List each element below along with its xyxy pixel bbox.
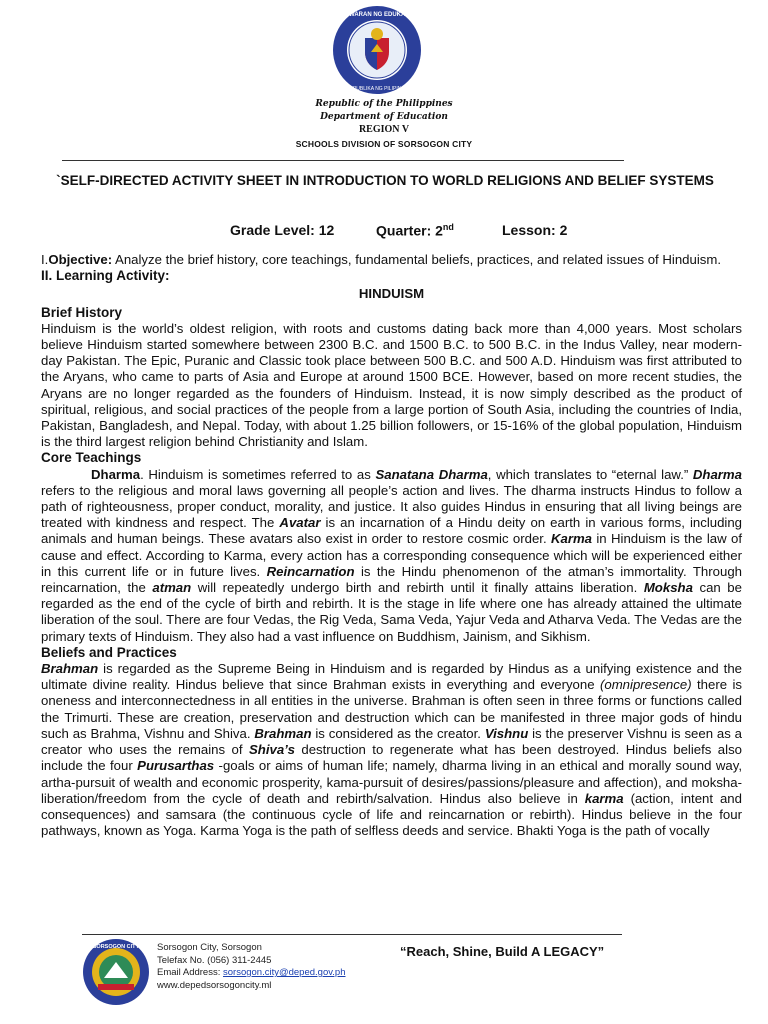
deped-seal-logo [331,4,423,96]
brief-history-text: Hinduism is the world’s oldest religion, with roots and customs dating back more than 4,000 years. Most scholars believe Hinduism started somewhere between 2300 B.C. and 1500 B.C. to 500 B.C. in the Indus Valley, near modern-day Pakistan. The Epic, Puranic and Classic took place between 500 B.C. and 500 A.D. Hinduism was first attributed to the Aryans, who came to parts of Asia and Europe at around 1500 BCE. However, based on more recent studies, the Aryans are no longer regarded as the founders of Hinduism. Instead, it is now simply described as the product of spiritual, religious, and social practices of the people from a large portion of South Asia, including the countries of India, Pakistan, Bangladesh, and Nepal. Today, with about 1.25 billion followers, or 15-16% of the global population, Hinduism is the third largest religion behind Christianity and Islam. [41,320,742,450]
footer-email-line: Email Address: sorsogon.city@deped.gov.ph [157,967,346,978]
learning-activity-heading: II. Learning Activity: [41,268,170,284]
beliefs-text: Brahman is regarded as the Supreme Being in Hinduism and is regarded by Hindus as a unifying existence and the ultimate divine reality. Hindus believe that since Brahman exists in everything and everyone (omnipresence) there is oneness and interconnectedness in all entities in the universe. Brahman is often seen in three forms or functions called the Trimurti. These are creation, preservation and destruction which can be manifested in three major gods of hindu such as Brahma, Vishnu and Shiva. Brahman is considered as the creator. Vishnu is the preserver Vishnu is seen as a creator who uses the remains of Shiva’s destruction to regenerate what has been destroyed. Hindus beliefs also include the four Purusarthas -goals or aims of human life; namely, dharma living in an ethical and morally sound way, artha-pursuit of wealth and economic prosperity, kama-pursuit of desires/passions/pleasure and affection), and moksha-liberation/freedom from the cycle of death and rebirth/salvation. Hindus also believe in karma (action, intent and consequences) and samsara (the continuous cycle of life and reincarnation or rebirth). Hindus believe in the four pathways, known as Yoga. Karma Yoga is the path of selfless deeds and service. Bhakti Yoga is the path of vocally [41,661,743,839]
sorsogon-city-division-logo [82,938,150,1006]
department-line: Department of Education [320,112,448,122]
beliefs-heading: Beliefs and Practices [41,644,177,660]
lesson-number: Lesson: 2 [502,222,568,238]
brief-history-heading: Brief History [41,304,123,320]
core-teachings-text: Dharma. Hinduism is sometimes referred to as Sanatana Dharma, which translates to “eternal law.” Dharma refers to the religious and moral laws governing all people’s action and lives. The dharma instructs Hindus to follow a path of righteousness, proper conduct, morality, and justice. It also guides Hindus in ensuring that all living beings are treated with kindness and respect. The Avatar is an incarnation of a Hindu deity on earth in various forms, including animals and human beings. These avatars also exist in order to restore cosmic order. Karma in Hinduism is the law of cause and effect. According to Karma, every action has a corresponding consequence which will be experienced either in this current life or in future lives. Reincarnation is the Hindu phenomenon of the atman’s immortality. Through reincarnation, the atman will repeatedly undergo birth and rebirth until it finally attains liberation. Moksha can be regarded as the end of the cycle of birth and rebirth. It is the stage in life where one has already attained the ultimate liberation of the soul. There are four Vedas, the Rig Veda, Sama Veda, Yajur Veda and Atharva Veda. The Vedas are the primary texts of Hinduism. They also had a vast influence on Buddhism, Jainism, and Sikhism. [41,466,743,644]
header-rule [62,160,624,161]
svg-text:REPUBLIKA NG PILIPINAS: REPUBLIKA NG PILIPINAS [346,86,408,92]
footer-email-link[interactable]: sorsogon.city@deped.gov.ph [223,967,346,978]
quarter: Quarter: 2nd [376,222,454,239]
republic-line: Republic of the Philippines [315,99,453,109]
topic-heading: HINDUISM [358,286,425,302]
footer-address [157,942,346,992]
svg-text:SORSOGON CITY: SORSOGON CITY [92,944,140,950]
footer-rule [82,934,622,935]
core-teachings-heading: Core Teachings [41,450,142,466]
region-line: REGION V [358,124,410,135]
document-title: `SELF-DIRECTED ACTIVITY SHEET IN INTRODUCTION TO WORLD RELIGIONS AND BELIEF SYSTEMS [56,173,714,188]
document-body [41,252,742,839]
footer-city: Sorsogon City, Sorsogon [157,942,262,953]
footer-website[interactable]: www.depedsorsogoncity.ml [157,979,272,991]
division-line: SCHOOLS DIVISION OF SORSOGON CITY [295,139,473,149]
grade-level: Grade Level: 12 [230,222,335,238]
footer-slogan: “Reach, Shine, Build A LEGACY” [400,944,605,959]
footer-telefax: Telefax No. (056) 311-2445 [157,954,272,966]
objective: I.Objective: Analyze the brief history, core teachings, fundamental beliefs, practices, and related issues of Hinduism. [41,252,721,267]
svg-text:KAGAWARAN NG EDUKASYON: KAGAWARAN NG EDUKASYON [331,12,423,18]
